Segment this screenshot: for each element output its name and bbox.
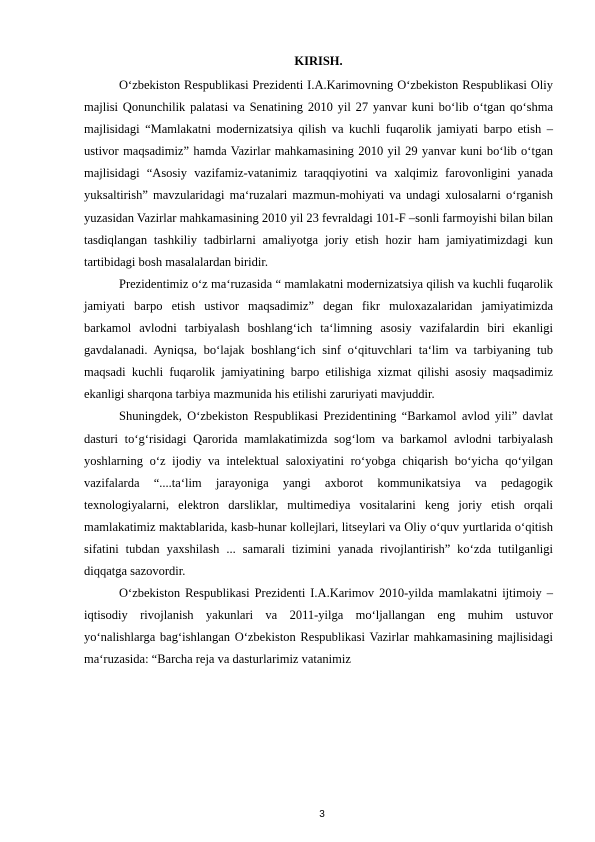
paragraph-2: Prezidentimiz o‘z ma‘ruzasida “ mamlakatni modernizatsiya qilish va kuchli fuqarolik jamiyati barpo etish ustivor maqsadimiz” degan fikr muloxazalaridan jamiyatimizda barkamol avlodni tarbiyalash boshlang‘ich ta‘limning asosiy vazifalardin biri ekanligi gavdalanadi. Ayniqsa, bo‘lajak boshlang‘ich sinf o‘qituvchlari ta‘lim va tarbiyaning tub maqsadi kuchli fuqarolik jamiyatining barpo etilishiga xizmat qilishi asosiy maqsadimiz ekanligi sharqona tarbiya mazmunida his etilishi zaruriyati mavjuddir. <box>84 276 553 402</box>
page-title: KIRISH. <box>294 54 343 68</box>
paragraph-3: Shuningdek, O‘zbekiston Respublikasi Prezidentining “Barkamol avlod yili” davlat dasturi to‘g‘risidagi Qarorida mamlakatimizda sog‘lom va barkamol avlodni tarbiyalash yoshlarning o‘z ijodiy va intelektual saloxiyatini ro‘yobga chiqarish bo‘yicha qo‘yilgan vazifalarda “....ta‘lim jarayoniga yangi axborot kommunikatsiya va pedagogik texnologiyalarni, elektron darsliklar, multimediya vositalarini keng joriy etish orqali mamlakatimiz maktablarida, kasb-hunar kollejlari, litseylari va Oliy o‘quv yurtlarida o‘qitish sifatini tubdan yaxshilash ... samarali tizimini yanada rivojlantirish” ko‘zda tutilganligi diqqatga sazovordir. <box>84 409 553 579</box>
paragraph-4-block <box>84 582 553 670</box>
paragraph-1-block <box>84 74 553 273</box>
paragraph-2-block <box>84 273 553 406</box>
paragraph-1: O‘zbekiston Respublikasi Prezidenti I.A.Karimovning O‘zbekiston Respublikasi Oliy majlisi Qonunchilik palatasi va Senatining 2010 yil 27 yanvar kuni bo‘lib o‘tgan qo‘shma majlisidagi “Mamlakatni modernizatsiya qilish va kuchli fuqarolik jamiyati barpo etish – ustivor maqsadimiz” hamda Vazirlar mahkamasining 2010 yil 29 yanvar kuni bo‘lib o‘tgan majlisidagi “Asosiy vazifamiz-vatanimiz taraqqiyotini va xalqimiz farovonligini yanada yuksaltirish” mavzularidagi ma‘ruzalari mazmun-mohiyati va undagi xulosalarni o‘rganish yuzasidan Vazirlar mahkamasining 2010 yil 23 fevraldagi 101-F –sonli farmoyishi bilan bilan tasdiqlangan tashkiliy tadbirlarni amaliyotga joriy etish hozir ham jamiyatimizdagi kun tartibidagi bosh masalalardan biridir. <box>84 78 553 269</box>
page-number: 3 <box>319 809 325 820</box>
paragraph-3-block <box>84 405 553 582</box>
paragraph-4: O‘zbekiston Respublikasi Prezidenti I.A.Karimov 2010-yilda mamlakatni ijtimoiy – iqtisodiy rivojlanish yakunlari va 2011-yilga mo‘ljallangan eng muhim ustuvor yo‘nalishlarga bag‘ishlangan O‘zbekiston Respublikasi Vazirlar mahkamasining majlisidagi ma‘ruzasida: “Barcha reja va dasturlarimiz vatanimiz <box>84 586 553 667</box>
